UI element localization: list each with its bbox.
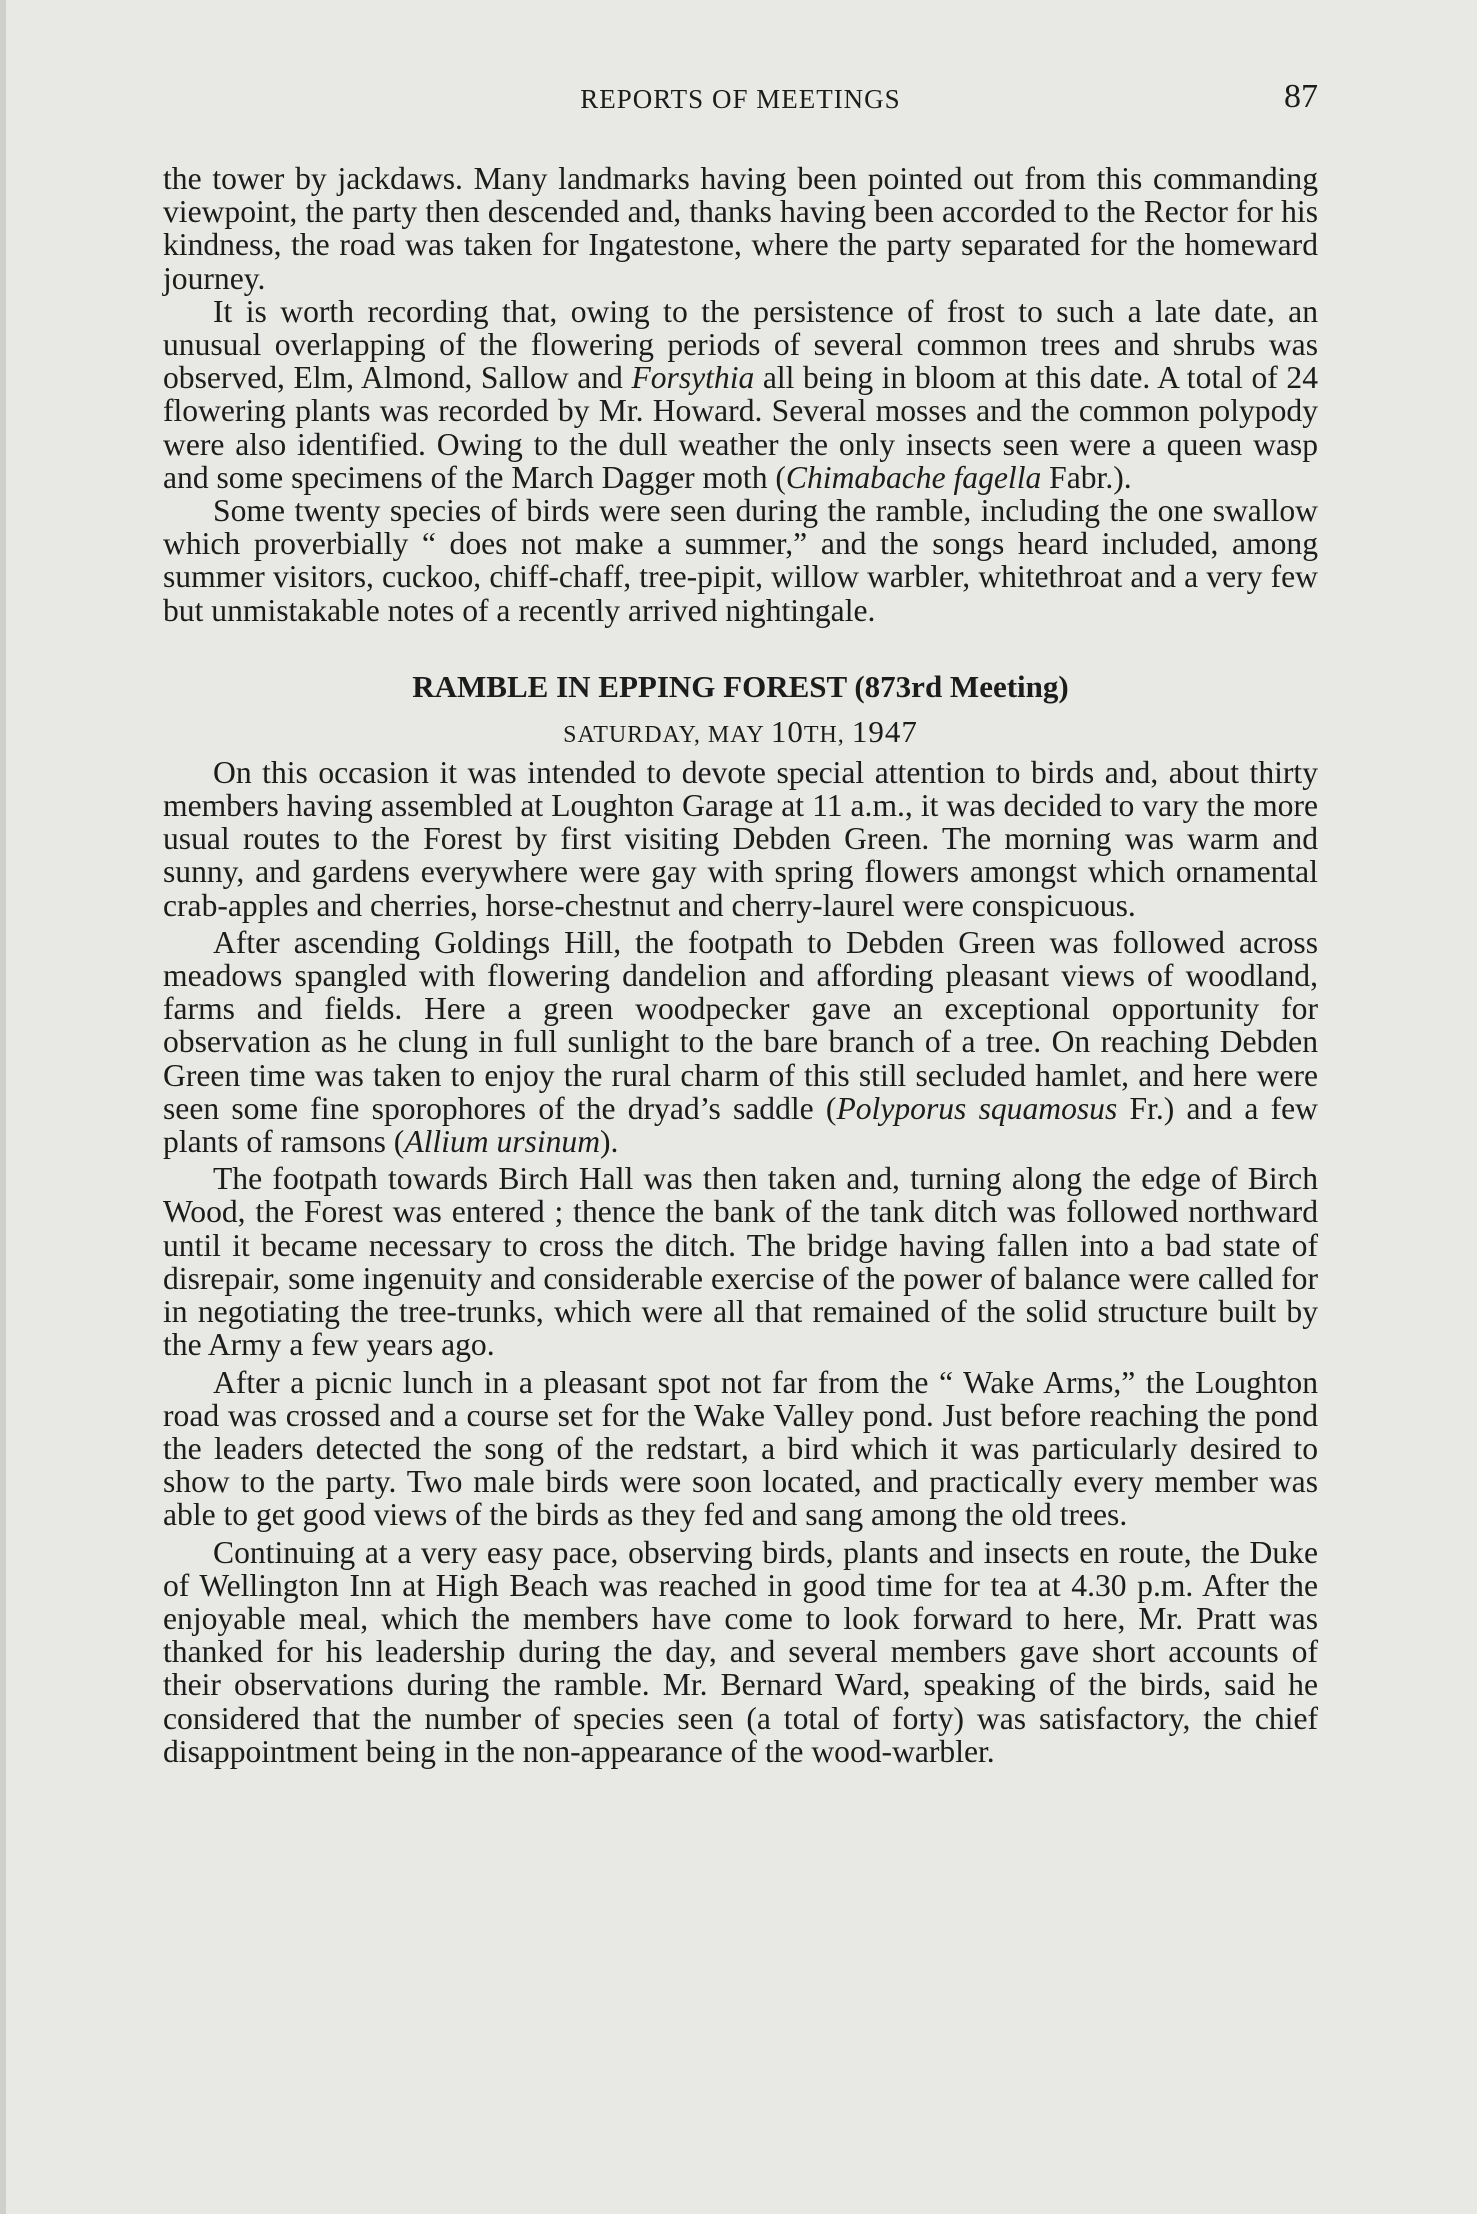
text-run: It is worth recording that, owing to the persistence of frost to such a late date, an unusual overlapping of the flowering periods of several common trees and shrubs was observed, Elm, Almond, Sallow and — [163, 293, 1318, 396]
paragraph-continued: the tower by jackdaws. Many landmarks having been pointed out from this commanding viewpoint, the party then descended and, thanks having been accorded to the Rector for his kindness, the road was taken for Ingatestone, where the party separated for the homeward journey. — [163, 161, 1318, 296]
italic-term: Allium ursinum — [404, 1124, 601, 1160]
text-run: all being in bloom at this date. A total of 24 flowering plants was recorded by Mr. Howard. Several mosses and the common polypody were also identified. Owing to the dull weather the only insects seen were a queen wasp and some specimens of the March Dagger moth ( — [163, 360, 1318, 495]
text-run: ). — [600, 1124, 619, 1160]
paragraph-birch-hall: The footpath towards Birch Hall was then taken and, turning along the edge of Birch Wood, the Forest was entered ; thence the bank of the tank ditch was followed northward until it became necessary to cross the ditch. The bridge having fallen into a bad state of disrepair, some ingenuity and considerable exercise of the power of balance were called for in negotiating the tree-trunks, which were all that remained of the solid structure built by the Army a few years ago. — [163, 1161, 1318, 1363]
date-suffix: TH, — [803, 721, 845, 748]
section-title: RAMBLE IN EPPING FOREST (873rd Meeting) — [412, 668, 1069, 704]
paragraph-flowering — [163, 295, 1318, 494]
text-run: Fabr.). — [1041, 459, 1132, 495]
running-head — [163, 78, 1318, 122]
italic-term: Chimabache fagella — [785, 459, 1042, 495]
date-num: 10 — [770, 713, 804, 749]
page-number: 87 — [1284, 78, 1318, 115]
date-year: 1947 — [851, 713, 918, 749]
date-day: SATURDAY, MAY — [563, 721, 764, 748]
text-block — [163, 162, 1318, 1768]
paragraph-intro: On this occasion it was intended to devote special attention to birds and, about thirty members having assembled at Loughton Garage at 11 a.m., it was decided to vary the more usual routes to the Forest by first visiting Debden Green. The morning was warm and sunny, and gardens everywhere were gay with spring flowers amongst which ornamental crab-apples and cherries, horse-chestnut and cherry-laurel were conspicuous. — [163, 754, 1318, 923]
running-title: REPORTS OF MEETINGS — [580, 84, 901, 114]
paragraph-goldings-hill — [163, 926, 1318, 1158]
text-run: Fr.) and a few plants of ramsons ( — [163, 1090, 1318, 1160]
paragraph-duke-of-wellington: Continuing at a very easy pace, observing birds, plants and insects en route, the Duke of Wellington Inn at High Beach was reached in good time for tea at 4.30 p.m. After the enjoyable meal, which the members have come to look forward to here, Mr. Pratt was thanked for his leadership during the day, and several members gave short accounts of their observations during the ramble. Mr. Bernard Ward, speaking of the birds, said he considered that the number of species seen (a total of forty) was satisfactory, the chief disappointment being in the non-appearance of the wood-warbler. — [163, 1534, 1318, 1769]
italic-term: Polyporus squamosus — [836, 1090, 1118, 1126]
paragraph-birds: Some twenty species of birds were seen during the ramble, including the one swallow which proverbially “ does not make a summer,” and the songs heard included, among summer visitors, cuckoo, chiff-chaff, tree-pipit, willow warbler, whitethroat and a very few but unmistakable notes of a recently arrived nightingale. — [163, 493, 1318, 628]
italic-term: Forsythia — [631, 360, 755, 396]
text-run: After ascending Goldings Hill, the footpath to Debden Green was followed across meadows spangled with flowering dandelion and affording pleasant views of woodland, farms and fields. Here a green woodpecker gave an exceptional opportunity for observation as he clung in full sunlight to the bare branch of a tree. On reaching Debden Green time was taken to enjoy the rural charm of this still secluded hamlet, and here were seen some fine sporophores of the dryad’s saddle ( — [163, 924, 1318, 1126]
section-date — [163, 713, 1318, 750]
paragraph-wake-arms: After a picnic lunch in a pleasant spot not far from the “ Wake Arms,” the Loughton road was crossed and a course set for the Wake Valley pond. Just before reaching the pond the leaders detected the song of the redstart, a bird which it was particularly desired to show to the party. Two male birds were soon located, and practically every member was able to get good views of the birds as they fed and sang among the old trees. — [163, 1364, 1318, 1533]
